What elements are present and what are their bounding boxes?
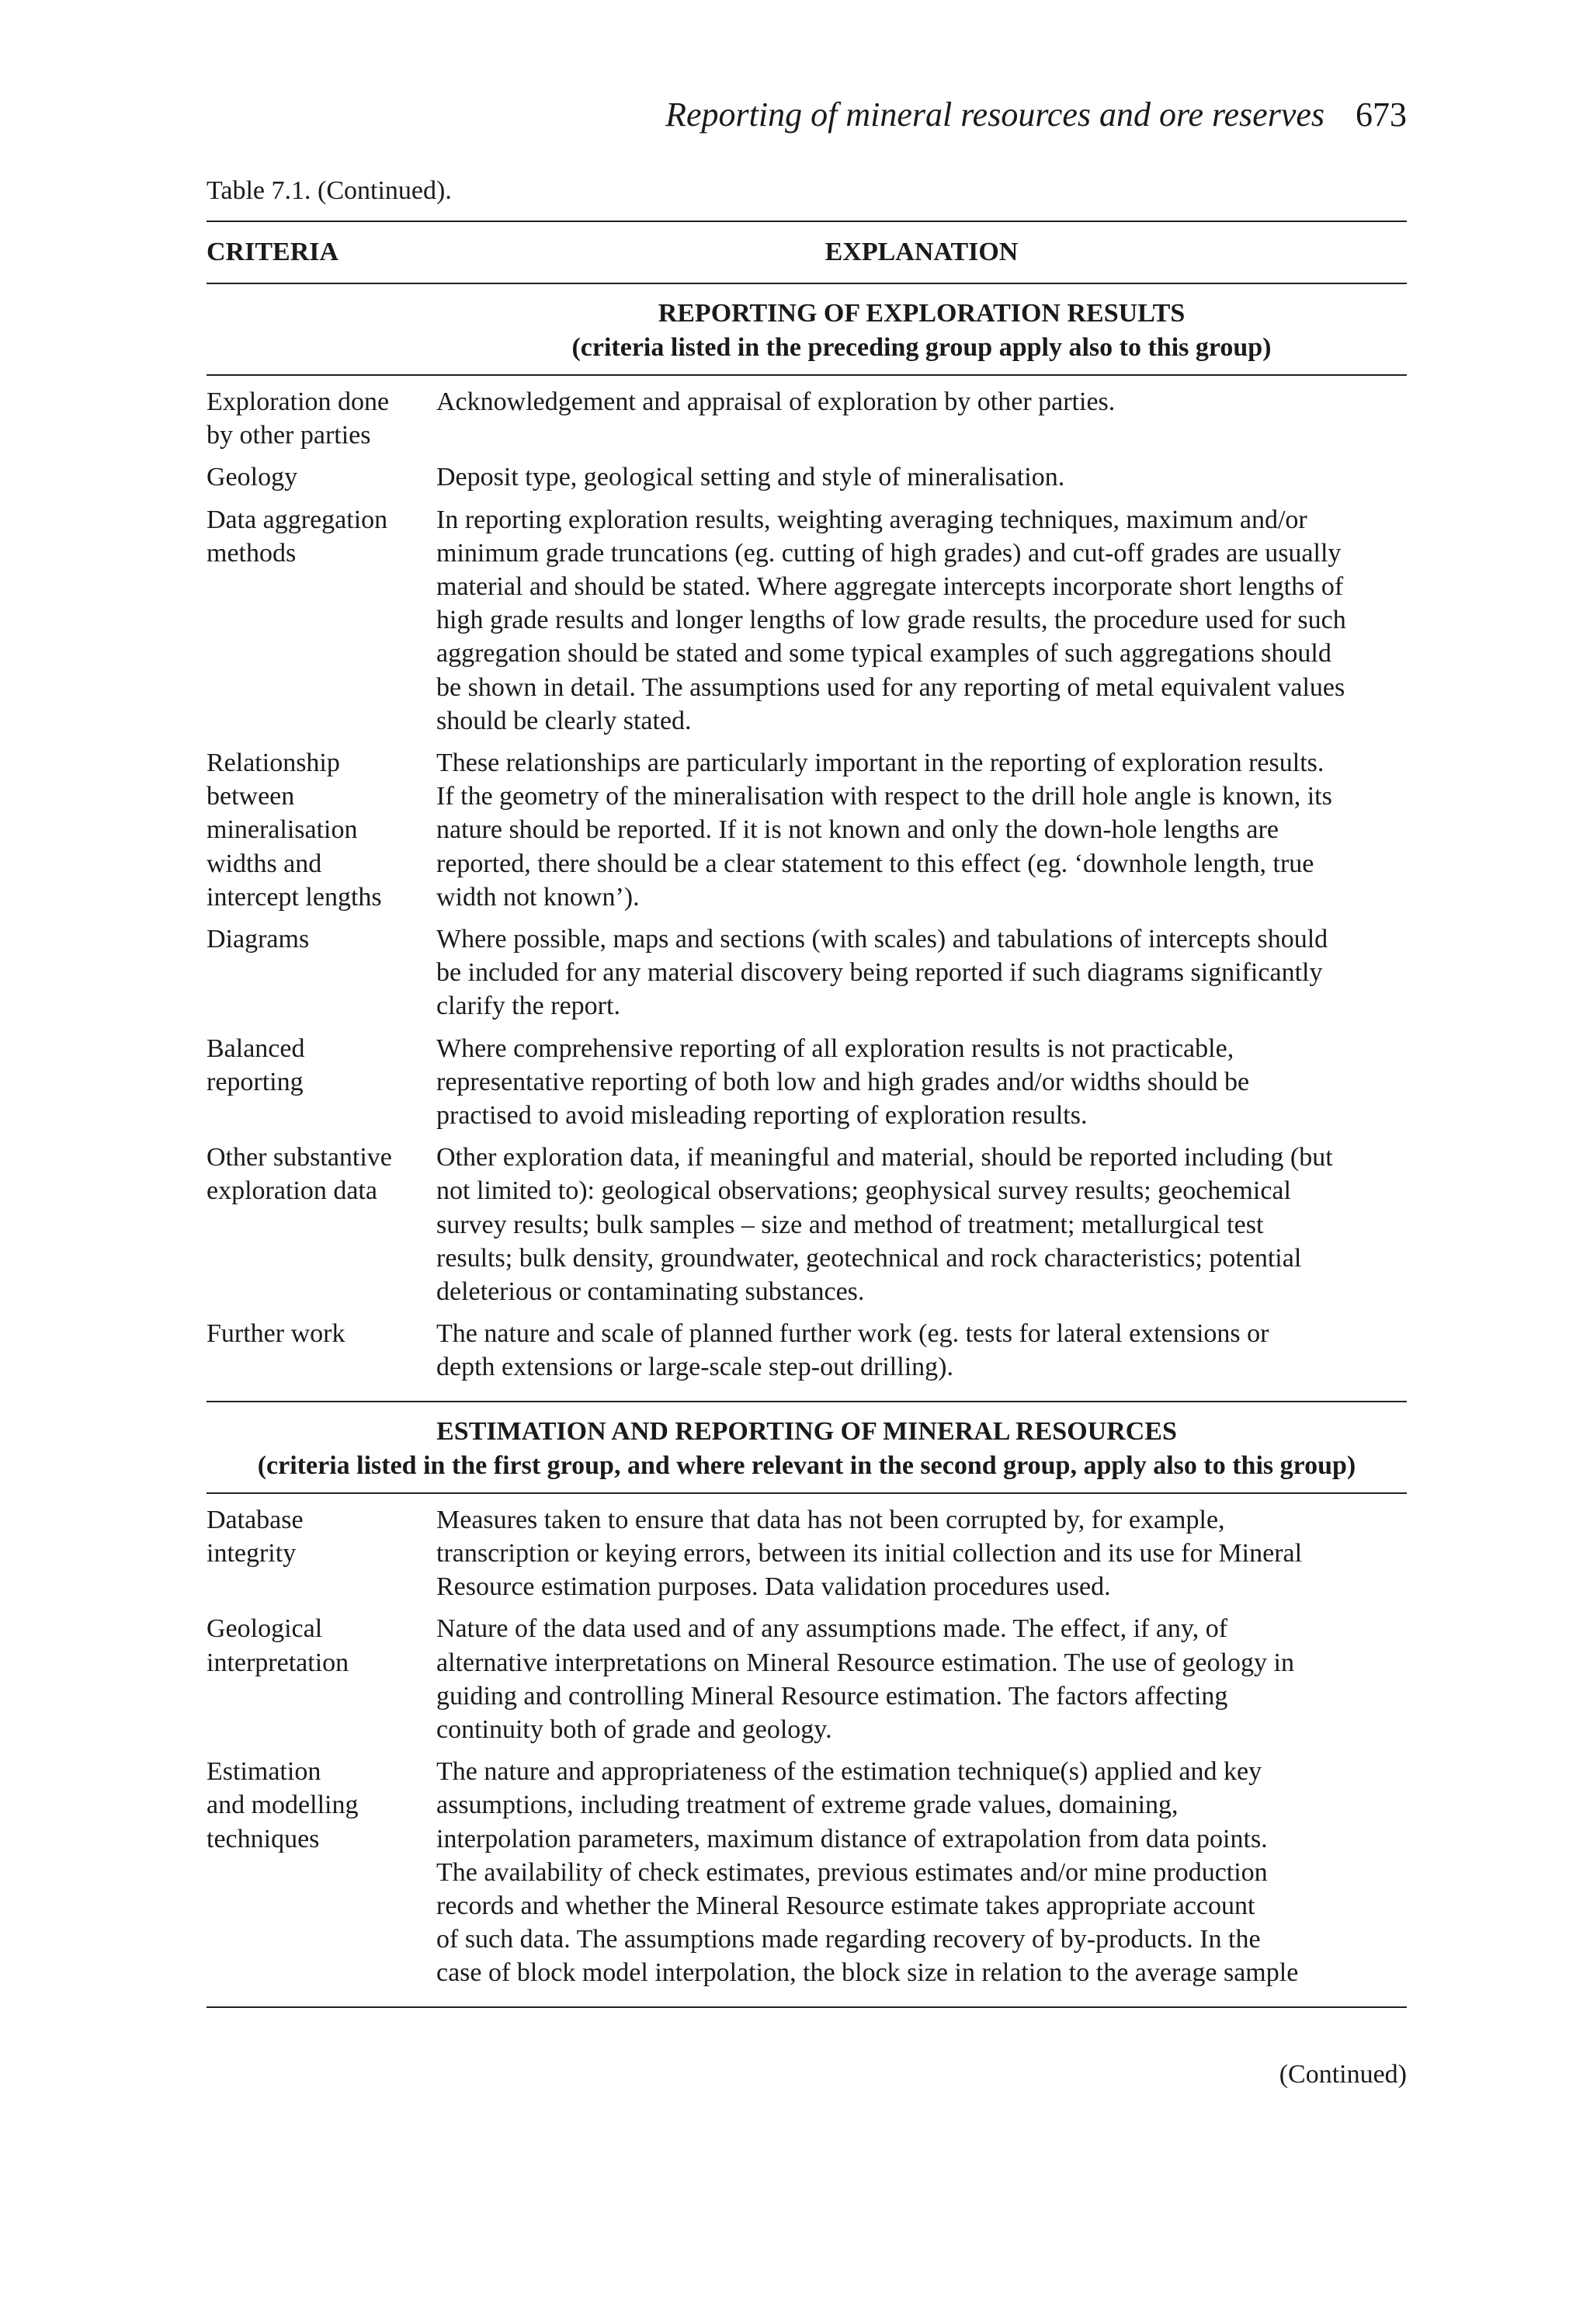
table-row — [207, 746, 1407, 914]
criteria-table — [207, 221, 1407, 2008]
criteria-cell: Exploration done by other parties — [207, 387, 390, 450]
criteria-cell: Balanced reporting — [207, 1033, 305, 1096]
criteria-cell: Diagrams — [207, 925, 310, 954]
explanation-cell: Other exploration data, if meaningful and material, should be reported including (but not limited to): geological observations; geophysical survey results; geochemical survey results; bulk samples – size and method of treatment; metallurgical test results; bulk density, groundwater, geotechnical and rock characteristics; potential deleterious or contaminating substances. — [436, 1143, 1333, 1307]
section-title: REPORTING OF EXPLORATION RESULTS — [658, 299, 1186, 328]
section-title: ESTIMATION AND REPORTING OF MINERAL RESOURCES — [436, 1416, 1177, 1446]
table-row — [207, 1141, 1407, 1308]
section-rows-exploration — [207, 376, 1407, 1401]
running-title: Reporting of mineral resources and ore reserves — [665, 96, 1324, 134]
section-heading-mineral-resources — [207, 1402, 1407, 1492]
table-column-header — [207, 222, 1407, 283]
table-row — [207, 1612, 1407, 1746]
explanation-cell: Where comprehensive reporting of all exploration results is not practicable, representative reporting of both low and high grades and/or widths should be practised to avoid misleading reporting of exploration results. — [436, 1033, 1250, 1131]
running-header — [207, 92, 1407, 138]
table-row — [207, 1503, 1407, 1604]
criteria-cell: Further work — [207, 1319, 345, 1349]
explanation-cell: In reporting exploration results, weighting averaging techniques, maximum and/or minimum grade truncations (eg. cutting of high grades) and cut-off grades are usually material and should be stated. Where aggregate intercepts incorporate short lengths of high grade results and longer lengths of low grade results, the procedure used for such aggregation should be stated and some typical examples of such aggregations should be shown in detail. The assumptions used for any reporting of metal equivalent values should be clearly stated. — [436, 505, 1346, 735]
table-row — [207, 1317, 1407, 1384]
explanation-cell: Nature of the data used and of any assumptions made. The effect, if any, of alternative interpretations on Mineral Resource estimation. The use of geology in guiding and controlling Mineral Resource estimation. The factors affecting continuity both of grade and geology. — [436, 1614, 1294, 1744]
table-row — [207, 385, 1407, 452]
explanation-cell: Measures taken to ensure that data has not been corrupted by, for example, transcription or keying errors, between its initial collection and its use for Mineral Resource estimation purposes. Data validation procedures used. — [436, 1505, 1303, 1602]
section-heading-exploration — [207, 284, 1407, 374]
table-bottom-rule — [207, 2006, 1407, 2008]
page-number: 673 — [1356, 96, 1407, 134]
section-subtitle: (criteria listed in the preceding group apply also to this group) — [571, 333, 1272, 362]
table-row — [207, 503, 1407, 738]
table-row — [207, 1032, 1407, 1133]
table-caption: Table 7.1. (Continued). — [207, 176, 452, 205]
table-row — [207, 922, 1407, 1023]
column-header-criteria: CRITERIA — [207, 238, 339, 266]
explanation-cell: Where possible, maps and sections (with scales) and tabulations of intercepts should be included for any material discovery being reported if such diagrams significantly clarify the report. — [436, 925, 1328, 1021]
explanation-cell: Deposit type, geological setting and style of mineralisation. — [436, 463, 1065, 492]
table-row — [207, 1755, 1407, 1989]
criteria-cell: Geological interpretation — [207, 1614, 349, 1677]
column-header-explanation: EXPLANATION — [825, 238, 1019, 266]
criteria-cell: Database integrity — [207, 1505, 304, 1568]
explanation-cell: These relationships are particularly important in the reporting of exploration results. If the geometry of the mineralisation with respect to the drill hole angle is known, its nature should be reported. If it is not known and only the down-hole lengths are reported, there should be a clear statement to this effect (eg. ‘downhole length, true width not known’). — [436, 749, 1332, 912]
table-row — [207, 460, 1407, 494]
criteria-cell: Data aggregation methods — [207, 505, 388, 568]
section-rows-mineral-resources — [207, 1494, 1407, 2006]
explanation-cell: The nature and scale of planned further work (eg. tests for lateral extensions or depth extensions or large-scale step-out drilling). — [436, 1319, 1269, 1382]
explanation-cell: The nature and appropriateness of the estimation technique(s) applied and key assumptions, including treatment of extreme grade values, domaining, interpolation parameters, maximum distance of extrapolation from data points. The availability of check estimates, previous estimates and/or mine production records and whether the Mineral Resource estimate takes appropriate account of such data. The assumptions made regarding recovery of by-products. In the case of block model interpolation, the block size in relation to the average sample — [436, 1757, 1299, 1988]
section-subtitle: (criteria listed in the first group, and where relevant in the second group, apply also to this group) — [257, 1450, 1356, 1480]
criteria-cell: Relationship between mineralisation widths and intercept lengths — [207, 749, 382, 912]
continued-note: (Continued) — [1279, 2060, 1407, 2089]
explanation-cell: Acknowledgement and appraisal of exploration by other parties. — [436, 387, 1116, 416]
criteria-cell: Other substantive exploration data — [207, 1143, 392, 1206]
criteria-cell: Geology — [207, 463, 298, 492]
criteria-cell: Estimation and modelling techniques — [207, 1757, 359, 1853]
